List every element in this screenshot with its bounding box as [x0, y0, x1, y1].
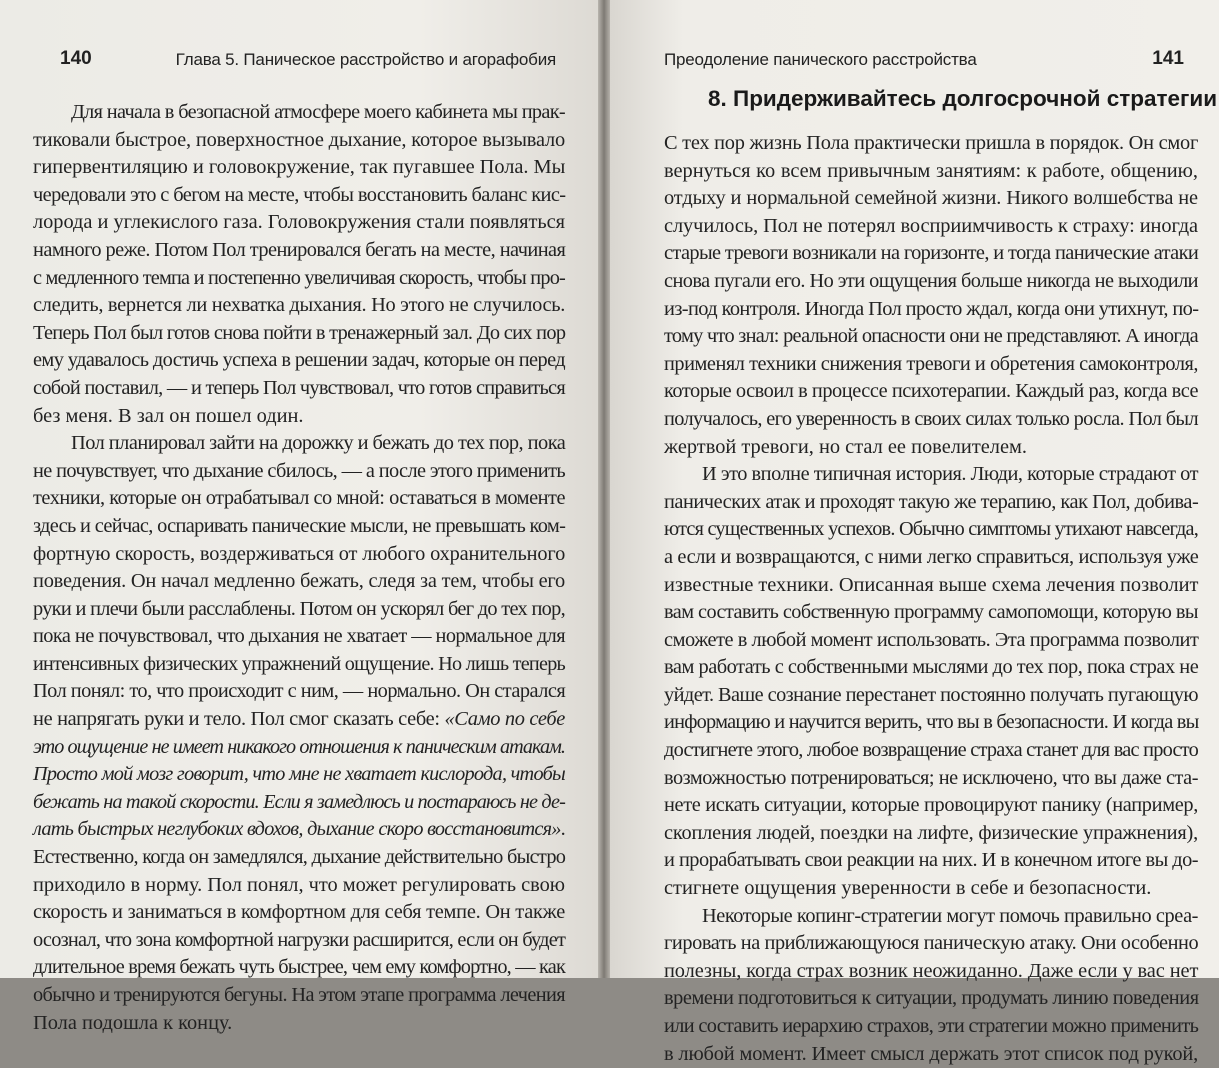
text-run: не напрягать руки и тело. Пол смог сказать себе: [33, 708, 445, 731]
text-run: применял техники снижения тревоги и обретения самоконтроля, [664, 352, 1198, 375]
italic-quote: лать быстрых неглубоких вдохов, дыхание скоро восстановится» [33, 818, 561, 841]
text-line [33, 761, 565, 789]
text-line [33, 789, 565, 817]
text-run: из-под контроля. Иногда Пол просто ждал, когда они утихнут, по- [664, 297, 1199, 320]
text-line [664, 213, 1198, 241]
text-run: или составить иерархию страхов, эти стратегии можно применить [664, 1015, 1199, 1037]
text-line [664, 406, 1198, 434]
text-run: собой поставил, — и теперь Пол чувствовал, что готов справиться [33, 376, 566, 399]
text-line [664, 130, 1198, 158]
text-line [33, 237, 565, 265]
text-run: обычно и тренируются бегуны. На этом этапе программа лечения [33, 984, 565, 1006]
text-line [664, 847, 1198, 875]
text-line [664, 351, 1198, 379]
text-line [33, 982, 565, 1010]
text-run: Некоторые копинг-стратегии могут помочь правильно среа- [702, 904, 1199, 927]
text-line [664, 158, 1198, 186]
text-line [664, 378, 1198, 406]
text-run: Пол понял: то, что происходит с ним, — нормально. Он старался [33, 680, 566, 703]
text-run: отдыху и нормальной семейной жизни. Никого волшебства не [664, 187, 1198, 210]
text-run: полезны, когда страх возник неожиданно. Даже если у вас нет [664, 959, 1199, 982]
text-run: вам составить собственную программу самопомощи, которую вы [664, 601, 1198, 624]
book-gutter [598, 0, 610, 978]
italic-quote: Просто мой мозг говорит, что мне не хватает кислорода, чтобы [33, 763, 565, 786]
text-line [33, 872, 565, 900]
text-line [664, 296, 1198, 324]
text-line [664, 627, 1198, 655]
chapter-title: Глава 5. Паническое расстройство и агорафобия [175, 50, 556, 69]
text-run: нете искать ситуации, которые провоцируют панику (например, [664, 794, 1199, 817]
text-run: времени подготовиться к ситуации, продумать линию поведения [664, 987, 1199, 1010]
text-run: старые тревоги возникали на горизонте, и тогда панические атаки [664, 242, 1199, 265]
text-line [664, 268, 1198, 296]
text-line [33, 375, 565, 403]
text-line [664, 461, 1198, 489]
text-run: длительное время бежать чуть быстрее, чем ему комфортно, — как [33, 956, 566, 979]
text-line [33, 899, 565, 927]
text-line [664, 709, 1198, 737]
text-run: гипервентиляцию и головокружение, так пугавшее Пола. Мы [33, 156, 566, 179]
text-line [664, 985, 1198, 1013]
text-line [664, 572, 1198, 600]
text-line [664, 516, 1198, 544]
text-run: достигнете этого, любое возвращение страха станет для вас просто [664, 739, 1198, 762]
page-number: 140 [60, 48, 92, 69]
text-run: тиковали быстрое, поверхностное дыхание, которое вызывало [33, 128, 566, 151]
text-run: пока не почувствовал, что дыхания не хватает — нормальное для [33, 625, 565, 648]
text-run: лорода и углекислого газа. Головокружения стали появляться [33, 211, 565, 234]
text-run: а если и возвращаются, с ними легко справиться, используя уже [664, 545, 1199, 568]
text-line [33, 678, 565, 706]
text-run: Для начала в безопасной атмосфере моего кабинета мы прак- [71, 101, 565, 123]
text-run: тому что знал: реальной опасности они не представляют. А иногда [664, 325, 1198, 348]
text-run: вам работать с собственными мыслями до тех пор, пока страх не [664, 656, 1199, 679]
text-run: техники, которые он отрабатывал со мной: оставаться в моменте [33, 487, 566, 510]
text-line [664, 765, 1198, 793]
text-run: не почувствует, что дыхание сбилось, — а после этого применить [33, 459, 565, 482]
text-line [33, 844, 565, 872]
text-run: руки и плечи были расслаблены. Потом он ускорял бег до тех пор, [33, 597, 565, 620]
running-header-right [664, 40, 1184, 70]
text-line [33, 127, 565, 155]
text-run: возможностью потренироваться; не исключено, что вы даже ста- [664, 766, 1198, 789]
italic-quote: бежать на такой скорости. Если я замедлюсь и постараюсь не де- [33, 790, 565, 813]
italic-quote: «Само по себе [444, 708, 565, 731]
text-run: скопления людей, поездки на лифте, физические упражнения), [664, 821, 1198, 844]
body-text [33, 99, 565, 1037]
text-line [33, 816, 565, 844]
text-run: сможете в любой момент использовать. Эта программа позволит [664, 628, 1199, 651]
text-run: стигнете ощущения уверенности в себе и безопасности. [664, 877, 1152, 900]
text-run: поведения. Он начал медленно бежать, следя за тем, чтобы его [33, 570, 566, 593]
page-number: 141 [1152, 48, 1184, 69]
text-line [664, 240, 1198, 268]
text-line [664, 1041, 1198, 1068]
text-run: ему удавалось достичь успеха в решении задач, которые он перед [33, 349, 565, 372]
text-line [33, 182, 565, 210]
text-run: которые освоил в процессе психотерапии. Каждый раз, когда все [664, 380, 1199, 403]
text-run: гировать на приближающуюся паническую атаку. Они особенно [664, 932, 1199, 955]
text-line [33, 706, 565, 734]
text-line [664, 185, 1198, 213]
text-run: фортную скорость, воздерживаться от любого охранительного [33, 542, 566, 565]
text-line [33, 430, 565, 458]
body-text [664, 130, 1198, 1068]
text-run: намного реже. Потом Пол тренировался бегать на месте, начиная [33, 238, 566, 261]
text-line [33, 209, 565, 237]
text-run: с медленного темпа и постепенно увеличивая скорость, чтобы про- [33, 266, 565, 289]
text-run: С тех пор жизнь Пола практически пришла в порядок. Он смог [664, 132, 1199, 154]
text-line [664, 958, 1198, 986]
text-line [33, 154, 565, 182]
text-line [33, 99, 565, 127]
text-line [664, 903, 1198, 931]
text-line [33, 265, 565, 293]
text-run: приходило в норму. Пол понял, что может регулировать свою [33, 873, 565, 896]
text-line [33, 485, 565, 513]
chapter-title: Преодоление панического расстройства [664, 50, 977, 69]
text-run: Пола подошла к концу. [33, 1011, 233, 1034]
text-line [664, 792, 1198, 820]
text-line [664, 682, 1198, 710]
text-line [664, 930, 1198, 958]
text-line [33, 1010, 565, 1038]
text-line [664, 434, 1198, 462]
text-run: осознал, что зона комфортной нагрузки расширится, если он будет [33, 928, 566, 951]
text-run: панических атак и проходят такую же терапию, как Пол, добива- [664, 490, 1199, 513]
text-run: получалось, его уверенность в своих силах только росла. Пол был [664, 407, 1198, 430]
text-line [33, 734, 565, 762]
text-line [33, 541, 565, 569]
text-run: И это вполне типичная история. Люди, которые страдают от [702, 463, 1198, 486]
section-heading: 8. Придерживайтесь долгосрочной стратегии [708, 86, 1218, 111]
text-run: жертвой тревоги, но стал ее повелителем. [664, 435, 1028, 458]
text-run: без меня. В зал он пошел один. [33, 404, 304, 427]
text-line [33, 403, 565, 431]
text-line [664, 599, 1198, 627]
running-header-left [60, 40, 556, 70]
text-run: случилось, Пол не потерял восприимчивость к страху: иногда [664, 214, 1198, 237]
text-line [33, 568, 565, 596]
text-line [33, 596, 565, 624]
text-line [664, 1013, 1198, 1041]
text-line [664, 820, 1198, 848]
text-run: Пол планировал зайти на дорожку и бежать до тех пор, пока [71, 432, 566, 455]
text-line [33, 292, 565, 320]
text-line [664, 489, 1198, 517]
text-run: скорость и заниматься в комфортном для себя темпе. Он также [33, 901, 565, 924]
text-run: интенсивных физических упражнений ощущение. Но лишь теперь [33, 652, 565, 675]
text-run: Теперь Пол был готов снова пойти в тренажерный зал. До сих пор [33, 321, 566, 344]
text-run: в любой момент. Имеет смысл держать этот список под рукой, [664, 1042, 1199, 1065]
text-line [33, 458, 565, 486]
text-line [33, 347, 565, 375]
text-line [664, 875, 1198, 903]
text-run: здесь и сейчас, оспаривать панические мысли, не превышать ком- [33, 514, 566, 537]
text-line [664, 737, 1198, 765]
left-page [0, 0, 598, 1034]
text-run: ются существенных успехов. Обычно симптомы утихают навсегда, [664, 518, 1198, 541]
text-line [33, 927, 565, 955]
text-line [33, 623, 565, 651]
text-line [664, 323, 1198, 351]
text-run: Естественно, когда он замедлялся, дыхание действительно быстро [33, 846, 566, 869]
text-run: следить, вернется ли нехватка дыхания. Но этого не случилось. [33, 294, 565, 317]
text-run: уйдет. Ваше сознание перестанет постоянно получать пугающую [664, 683, 1198, 706]
text-run: . [560, 818, 565, 841]
text-line [664, 654, 1198, 682]
right-page [610, 0, 1219, 1065]
text-run: вернуться ко всем привычным занятиям: к работе, общению, [664, 159, 1198, 182]
text-line [33, 320, 565, 348]
text-line [664, 544, 1198, 572]
text-run: снова пугали его. Но эти ощущения больше никогда не выходили [664, 269, 1198, 292]
text-line [33, 513, 565, 541]
text-run: чередовали это с бегом на месте, чтобы восстановить баланс кис- [33, 183, 566, 206]
text-run: и прорабатывать свои реакции на них. И в конечном итоге вы до- [664, 849, 1199, 872]
text-run: известные техники. Описанная выше схема лечения позволит [664, 573, 1199, 596]
italic-quote: это ощущение не имеет никакого отношения к паническим атакам. [33, 735, 565, 758]
text-run: информацию и научится верить, что вы в безопасности. И когда вы [664, 711, 1199, 734]
text-line [33, 651, 565, 679]
